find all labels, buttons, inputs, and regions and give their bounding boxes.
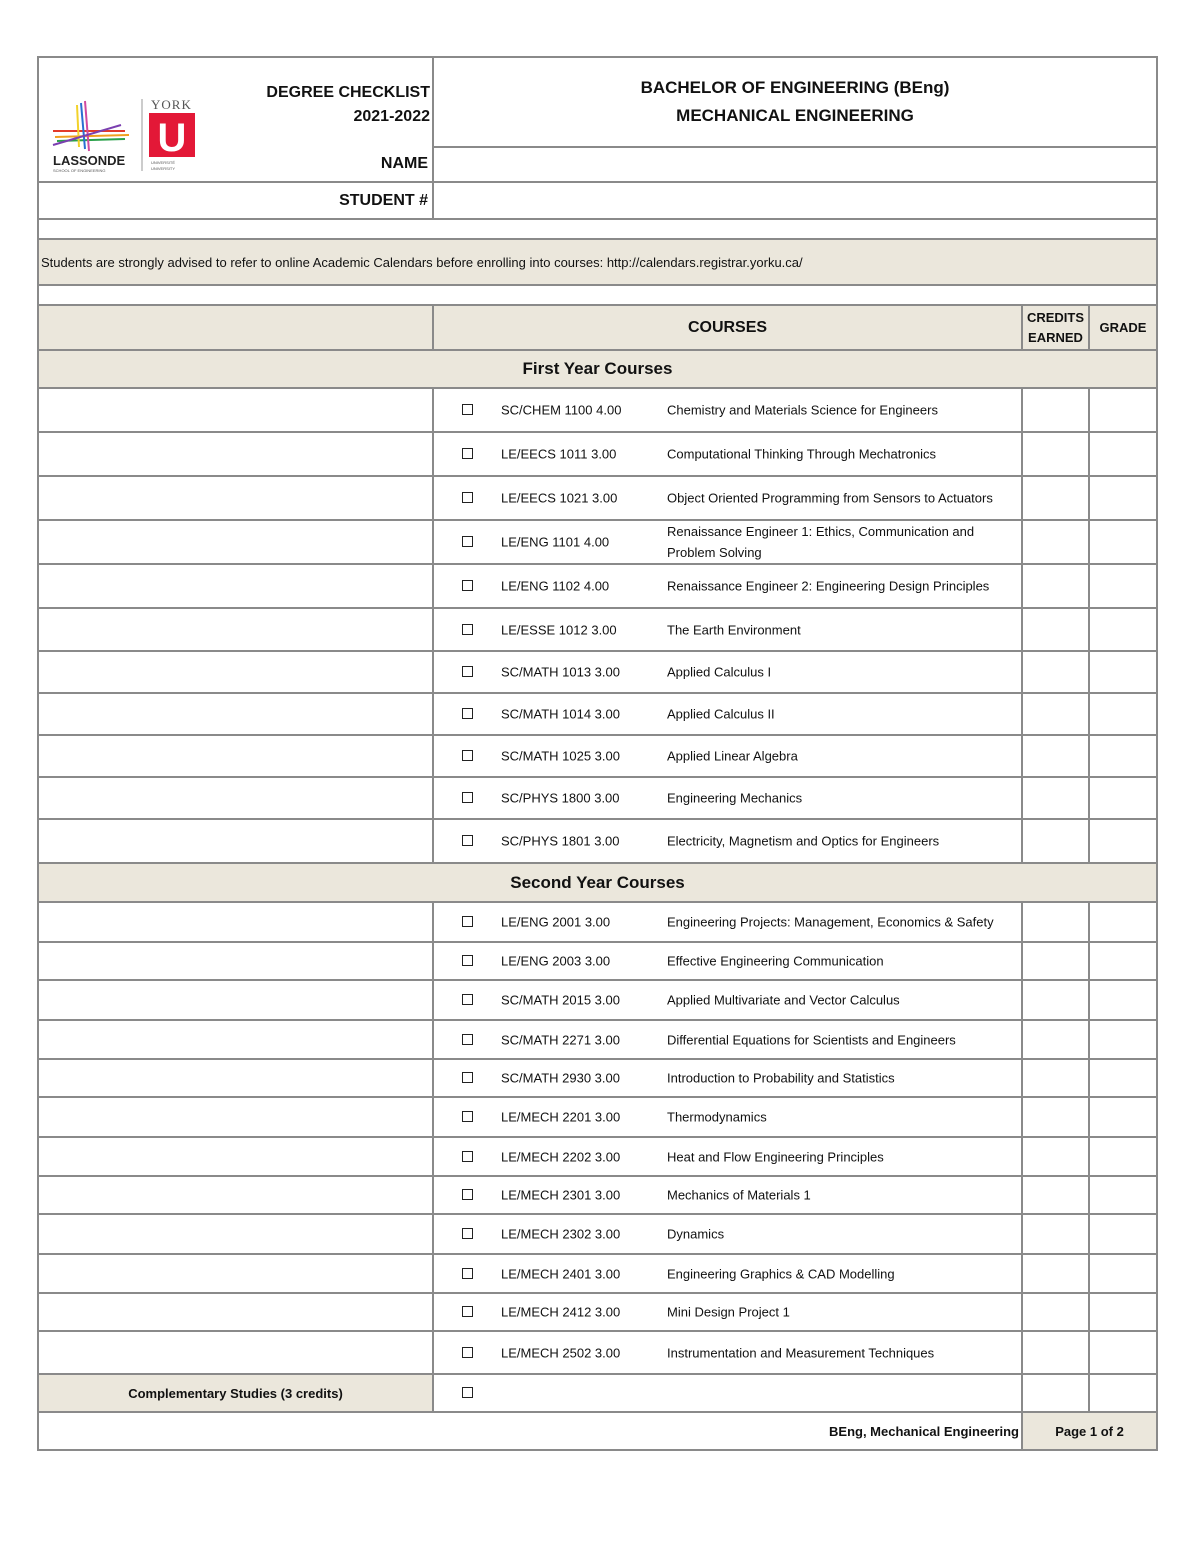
credits-earned-cell[interactable]: [1022, 520, 1089, 564]
course-cell: [433, 1293, 1022, 1331]
grade-cell[interactable]: [1089, 651, 1157, 693]
grade-cell[interactable]: [1089, 608, 1157, 651]
svg-text:UNIVERSITÉ: UNIVERSITÉ: [151, 159, 176, 165]
svg-text:YORK: YORK: [151, 96, 192, 112]
checklist-title-block: [266, 81, 430, 129]
course-code: SC/MATH 2930 3.00: [501, 1070, 620, 1086]
course-title: Applied Linear Algebra: [667, 748, 798, 764]
name-label: NAME: [380, 155, 428, 172]
course-code: LE/MECH 2202 3.00: [501, 1149, 621, 1164]
course-cell: [433, 819, 1022, 863]
course-code: LE/MECH 2412 3.00: [501, 1304, 621, 1320]
course-code: LE/ENG 1101 4.00: [501, 534, 610, 550]
notes-cell[interactable]: [38, 777, 433, 819]
name-field[interactable]: [433, 147, 1157, 182]
credits-earned-cell[interactable]: [1022, 980, 1089, 1020]
program-title-line1: BACHELOR OF ENGINEERING (BEng): [640, 78, 950, 97]
course-cell: [433, 1214, 1022, 1254]
course-title: Dynamics: [667, 1226, 725, 1242]
course-cell: [433, 1097, 1022, 1137]
course-code: LE/MECH 2201 3.00: [501, 1109, 621, 1125]
course-cell: [433, 388, 1022, 432]
complementary-studies-label: Complementary Studies (3 credits): [38, 1374, 433, 1412]
credits-earned-cell[interactable]: [1022, 651, 1089, 693]
course-row: [38, 777, 1157, 819]
course-code: LE/MECH 2301 3.00: [501, 1187, 621, 1203]
credits-earned-cell[interactable]: [1022, 1374, 1089, 1412]
credits-earned-cell[interactable]: [1022, 902, 1089, 942]
course-code: SC/MATH 1013 3.00: [501, 664, 620, 680]
course-title: Heat and Flow Engineering Principles: [667, 1149, 884, 1164]
notes-cell[interactable]: [38, 902, 433, 942]
notes-cell[interactable]: [38, 651, 433, 693]
notes-cell[interactable]: [38, 432, 433, 476]
notes-cell[interactable]: [38, 693, 433, 735]
credits-earned-cell[interactable]: [1022, 608, 1089, 651]
grade-cell[interactable]: [1089, 942, 1157, 980]
course-cell: [433, 564, 1022, 608]
course-checkbox[interactable]: [462, 1347, 473, 1358]
course-cell: [433, 432, 1022, 476]
course-title: Mini Design Project 1: [667, 1304, 790, 1320]
course-checkbox[interactable]: [462, 994, 473, 1005]
course-checkbox[interactable]: [462, 624, 473, 635]
grade-cell[interactable]: [1089, 1137, 1157, 1176]
credits-earned-cell[interactable]: [1022, 1097, 1089, 1137]
course-cell: [433, 608, 1022, 651]
credits-earned-header: [1022, 305, 1089, 350]
course-row: [38, 651, 1157, 693]
course-checkbox[interactable]: [462, 536, 473, 547]
notes-cell[interactable]: [38, 564, 433, 608]
notes-cell[interactable]: [38, 819, 433, 863]
course-title: Introduction to Probability and Statistics: [667, 1070, 895, 1086]
course-row: [38, 980, 1157, 1020]
credits-header-line1: CREDITS: [1026, 309, 1085, 325]
credits-earned-cell[interactable]: [1022, 1020, 1089, 1059]
course-code: LE/ESSE 1012 3.00: [501, 622, 617, 637]
notes-cell[interactable]: [38, 608, 433, 651]
notes-cell[interactable]: [38, 942, 433, 980]
notes-cell[interactable]: [38, 1137, 433, 1176]
course-checkbox[interactable]: [462, 666, 473, 677]
course-title: Engineering Mechanics: [667, 790, 803, 806]
course-code: LE/EECS 1021 3.00: [501, 490, 618, 506]
grade-cell[interactable]: [1089, 388, 1157, 432]
notes-cell[interactable]: [38, 1020, 433, 1059]
course-title: Applied Calculus I: [667, 664, 772, 680]
course-row: [38, 693, 1157, 735]
course-cell: [433, 902, 1022, 942]
course-code: LE/ENG 2001 3.00: [501, 914, 611, 930]
credits-header-line2: EARNED: [1028, 329, 1083, 345]
student-number-label: STUDENT #: [339, 191, 428, 209]
notes-cell[interactable]: [38, 1293, 433, 1331]
checklist-title: DEGREE CHECKLIST: [266, 83, 430, 101]
course-checkbox[interactable]: [462, 1189, 473, 1200]
grade-cell[interactable]: [1089, 1176, 1157, 1214]
course-checkbox[interactable]: [462, 835, 473, 846]
course-row: [38, 735, 1157, 777]
course-checkbox[interactable]: [462, 1072, 473, 1083]
second-year-header: Second Year Courses: [38, 863, 1157, 902]
course-title: Engineering Projects: Management, Economics & Safety: [667, 914, 994, 930]
checklist-table: [37, 56, 1158, 1451]
complementary-checkbox[interactable]: [462, 1387, 473, 1398]
course-code: SC/MATH 1025 3.00: [501, 748, 620, 764]
course-title: Object Oriented Programming from Sensors to Actuators: [667, 490, 993, 506]
course-title: Engineering Graphics & CAD Modelling: [667, 1266, 895, 1281]
checklist-year: 2021-2022: [353, 107, 430, 125]
grade-cell[interactable]: [1089, 902, 1157, 942]
credits-earned-cell[interactable]: [1022, 942, 1089, 980]
credits-earned-cell[interactable]: [1022, 388, 1089, 432]
grade-cell[interactable]: [1089, 1214, 1157, 1254]
course-cell: [433, 1254, 1022, 1293]
course-code: SC/MATH 2015 3.00: [501, 992, 620, 1008]
course-cell: [433, 1059, 1022, 1097]
notes-cell[interactable]: [38, 388, 433, 432]
course-code: LE/MECH 2401 3.00: [501, 1266, 621, 1281]
course-title: Effective Engineering Communication: [667, 953, 884, 969]
course-title: Electricity, Magnetism and Optics for Engineers: [667, 833, 940, 849]
course-cell: [433, 693, 1022, 735]
course-row: [38, 819, 1157, 863]
grade-cell[interactable]: [1089, 735, 1157, 777]
student-number-field[interactable]: [433, 182, 1157, 219]
credits-earned-cell[interactable]: [1022, 1137, 1089, 1176]
course-row: [38, 476, 1157, 520]
complementary-course-cell: [433, 1374, 1022, 1412]
notes-cell[interactable]: [38, 520, 433, 564]
grade-cell[interactable]: [1089, 1374, 1157, 1412]
course-code: SC/PHYS 1800 3.00: [501, 790, 620, 806]
course-title: Renaissance Engineer 2: Engineering Design Principles: [667, 578, 990, 594]
course-checkbox[interactable]: [462, 448, 473, 459]
course-row: [38, 1059, 1157, 1097]
grade-cell[interactable]: [1089, 980, 1157, 1020]
grade-cell[interactable]: [1089, 1254, 1157, 1293]
course-row: [38, 1137, 1157, 1176]
notes-cell[interactable]: [38, 980, 433, 1020]
grade-cell[interactable]: [1089, 564, 1157, 608]
advice-note: Students are strongly advised to refer to online Academic Calendars before enrolling into courses: http://calendars.registrar.yorku.ca/: [38, 239, 1157, 285]
blank-header-cell: [38, 305, 433, 350]
notes-cell[interactable]: [38, 1176, 433, 1214]
course-row: [38, 1097, 1157, 1137]
course-title: Computational Thinking Through Mechatronics: [667, 446, 937, 462]
grade-cell[interactable]: [1089, 520, 1157, 564]
course-title: Applied Multivariate and Vector Calculus: [667, 992, 900, 1008]
course-checkbox[interactable]: [462, 792, 473, 803]
course-title: Differential Equations for Scientists and Engineers: [667, 1032, 956, 1047]
course-cell: [433, 1020, 1022, 1059]
student-label-cell: [38, 182, 433, 219]
notes-cell[interactable]: [38, 1331, 433, 1374]
course-code: SC/MATH 1014 3.00: [501, 706, 620, 722]
lassonde-york-logo: [51, 97, 211, 173]
program-title-line2: MECHANICAL ENGINEERING: [676, 106, 914, 125]
course-code: SC/MATH 2271 3.00: [501, 1032, 620, 1047]
course-checkbox[interactable]: [462, 1151, 473, 1162]
grade-cell[interactable]: [1089, 1293, 1157, 1331]
course-title: Renaissance Engineer 1: Ethics, Communication and Problem Solving: [667, 524, 975, 560]
course-title: Applied Calculus II: [667, 706, 775, 722]
grade-cell[interactable]: [1089, 432, 1157, 476]
spacer-row: [38, 219, 1157, 239]
course-checkbox[interactable]: [462, 492, 473, 503]
credits-earned-cell[interactable]: [1022, 476, 1089, 520]
svg-text:UNIVERSITY: UNIVERSITY: [151, 165, 176, 171]
grade-cell[interactable]: [1089, 1020, 1157, 1059]
course-checkbox[interactable]: [462, 1228, 473, 1239]
course-row: [38, 388, 1157, 432]
course-cell: [433, 520, 1022, 564]
course-cell: [433, 1176, 1022, 1214]
course-cell: [433, 980, 1022, 1020]
notes-cell[interactable]: [38, 1214, 433, 1254]
credits-earned-cell[interactable]: [1022, 432, 1089, 476]
credits-earned-cell[interactable]: [1022, 1331, 1089, 1374]
credits-earned-cell[interactable]: [1022, 1214, 1089, 1254]
notes-cell[interactable]: [38, 1059, 433, 1097]
credits-earned-cell[interactable]: [1022, 1176, 1089, 1214]
grade-cell[interactable]: [1089, 1097, 1157, 1137]
svg-text:U: U: [157, 115, 187, 160]
course-title: The Earth Environment: [667, 622, 801, 637]
grade-cell[interactable]: [1089, 476, 1157, 520]
course-checkbox[interactable]: [462, 916, 473, 927]
credits-earned-cell[interactable]: [1022, 564, 1089, 608]
notes-cell[interactable]: [38, 476, 433, 520]
grade-cell[interactable]: [1089, 1059, 1157, 1097]
course-cell: [433, 476, 1022, 520]
course-code: LE/EECS 1011 3.00: [501, 446, 617, 462]
svg-text:SCHOOL OF ENGINEERING: SCHOOL OF ENGINEERING: [53, 167, 106, 173]
course-row: [38, 942, 1157, 980]
course-checkbox[interactable]: [462, 708, 473, 719]
degree-checklist-sheet: [37, 56, 1156, 1451]
course-row: [38, 1176, 1157, 1214]
course-row: [38, 608, 1157, 651]
spacer-row: [38, 285, 1157, 305]
course-row: [38, 1331, 1157, 1374]
course-checkbox[interactable]: [462, 404, 473, 415]
course-row: [38, 902, 1157, 942]
course-row: [38, 520, 1157, 564]
course-row: [38, 1214, 1157, 1254]
course-code: LE/MECH 2302 3.00: [501, 1226, 621, 1242]
course-checkbox[interactable]: [462, 1111, 473, 1122]
page-number: Page 1 of 2: [1022, 1412, 1157, 1450]
grade-header: GRADE: [1089, 305, 1157, 350]
credits-earned-cell[interactable]: [1022, 1059, 1089, 1097]
course-cell: [433, 1137, 1022, 1176]
course-cell: [433, 1331, 1022, 1374]
grade-cell[interactable]: [1089, 819, 1157, 863]
course-checkbox[interactable]: [462, 1268, 473, 1279]
notes-cell[interactable]: [38, 1097, 433, 1137]
credits-earned-cell[interactable]: [1022, 1254, 1089, 1293]
course-code: LE/MECH 2502 3.00: [501, 1345, 621, 1360]
footer-program: BEng, Mechanical Engineering: [38, 1412, 1022, 1450]
credits-earned-cell[interactable]: [1022, 735, 1089, 777]
credits-earned-cell[interactable]: [1022, 819, 1089, 863]
notes-cell[interactable]: [38, 735, 433, 777]
notes-cell[interactable]: [38, 1254, 433, 1293]
grade-cell[interactable]: [1089, 693, 1157, 735]
course-row: [38, 432, 1157, 476]
course-cell: [433, 735, 1022, 777]
course-cell: [433, 651, 1022, 693]
svg-text:LASSONDE: LASSONDE: [53, 152, 126, 168]
course-row: [38, 1293, 1157, 1331]
credits-earned-cell[interactable]: [1022, 693, 1089, 735]
course-title: Thermodynamics: [667, 1109, 767, 1125]
credits-earned-cell[interactable]: [1022, 1293, 1089, 1331]
course-code: SC/CHEM 1100 4.00: [501, 402, 622, 418]
first-year-header: First Year Courses: [38, 350, 1157, 388]
course-checkbox[interactable]: [462, 955, 473, 966]
program-title: [433, 57, 1157, 147]
grade-cell[interactable]: [1089, 1331, 1157, 1374]
course-row: [38, 1254, 1157, 1293]
course-row: [38, 564, 1157, 608]
course-checkbox[interactable]: [462, 580, 473, 591]
grade-cell[interactable]: [1089, 777, 1157, 819]
course-cell: [433, 777, 1022, 819]
course-code: SC/PHYS 1801 3.00: [501, 833, 620, 849]
courses-header: COURSES: [433, 305, 1022, 350]
credits-earned-cell[interactable]: [1022, 777, 1089, 819]
course-title: Instrumentation and Measurement Techniques: [667, 1345, 935, 1360]
course-checkbox[interactable]: [462, 750, 473, 761]
course-row: [38, 1020, 1157, 1059]
course-checkbox[interactable]: [462, 1034, 473, 1045]
course-title: Mechanics of Materials 1: [667, 1187, 811, 1203]
course-code: LE/ENG 2003 3.00: [501, 953, 611, 969]
course-code: LE/ENG 1102 4.00: [501, 578, 610, 594]
course-title: Chemistry and Materials Science for Engineers: [667, 402, 938, 418]
course-checkbox[interactable]: [462, 1306, 473, 1317]
course-cell: [433, 942, 1022, 980]
